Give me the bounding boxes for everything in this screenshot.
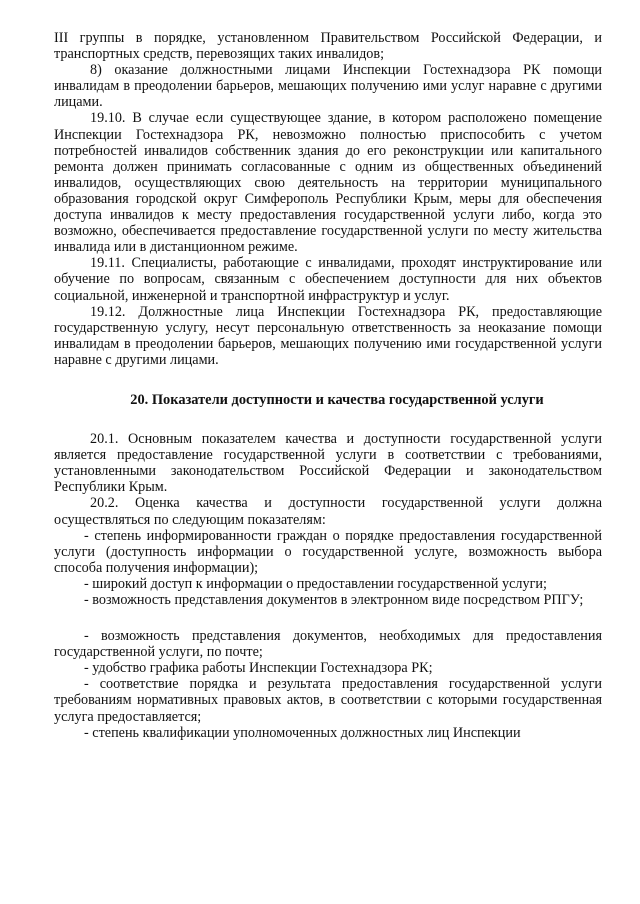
list-item-electronic: - возможность представления документов в электронном виде посредством РПГУ; — [84, 592, 584, 608]
list-item-qualification: - степень квалификации уполномоченных должностных лиц Инспекции — [84, 724, 521, 741]
section-heading-20: 20. Показатели доступности и качества государственной услуги — [130, 391, 544, 408]
paragraph-20-2: 20.2. Оценка качества и доступности государственной услуги должна осуществляться по следующим показателям: — [54, 495, 602, 528]
list-item-compliance: - соответствие порядка и результата предоставления государственной услуги требованиям нормативных правовых актов, в соответствии с которыми государственная услуга предоставляется; — [54, 676, 602, 725]
list-item-mail: - возможность представления документов, необходимых для предоставления государственной услуги, по почте; — [54, 628, 602, 661]
paragraph-item-8: 8) оказание должностными лицами Инспекции Гостехнадзора РК помощи инвалидам в преодолении барьеров, мешающих получению ими услуг наравне с другими лицами. — [54, 62, 602, 111]
list-item-access: - широкий доступ к информации о предоставлении государственной услуги; — [84, 575, 547, 592]
document-page — [54, 30, 602, 741]
paragraph-continuation: III группы в порядке, установленном Правительством Российской Федерации, и транспортных средств, перевозящих таких инвалидов; — [54, 30, 602, 63]
paragraph-19-11: 19.11. Специалисты, работающие с инвалидами, проходят инструктирование или обучение по вопросам, связанным с обеспечением доступности для них объектов социальной, инженерной и транспортной инфраструктур и услуг. — [54, 255, 602, 304]
paragraph-19-10: 19.10. В случае если существующее здание, в котором расположено помещение Инспекции Гостехнадзора РК, невозможно полностью приспособить с учетом потребностей инвалидов собственник здания до его реконструкции или капитального ремонта должен принимать согласованные с одним из общественных объединений инвалидов, осуществляющих свою деятельность на территории муниципального образования городской округ Симферополь Республики Крым, меры для обеспечения доступа инвалидов к месту предоставления государственной услуги либо, когда это возможно, обеспечивается предоставление государственной услуги по месту жительства инвалида или в дистанционном режиме. — [54, 110, 602, 256]
list-item-schedule: - удобство графика работы Инспекции Гостехнадзора РК; — [84, 660, 433, 677]
paragraph-19-12: 19.12. Должностные лица Инспекции Гостехнадзора РК, предоставляющие государственную услугу, несут персональную ответственность за неоказание помощи инвалидам в преодолении барьеров, мешающих получению ими государственной услуги наравне с другими лицами. — [54, 303, 602, 368]
list-item-informedness: - степень информированности граждан о порядке предоставления государственной услуги (доступность информации о государственной услуге, возможность выбора способа получения информации); — [54, 527, 602, 576]
paragraph-20-1: 20.1. Основным показателем качества и доступности государственной услуги является предоставление государственной услуги в соответствии с требованиями, установленными законодательством Российской Федерации и законодательством Республики Крым. — [54, 431, 602, 496]
